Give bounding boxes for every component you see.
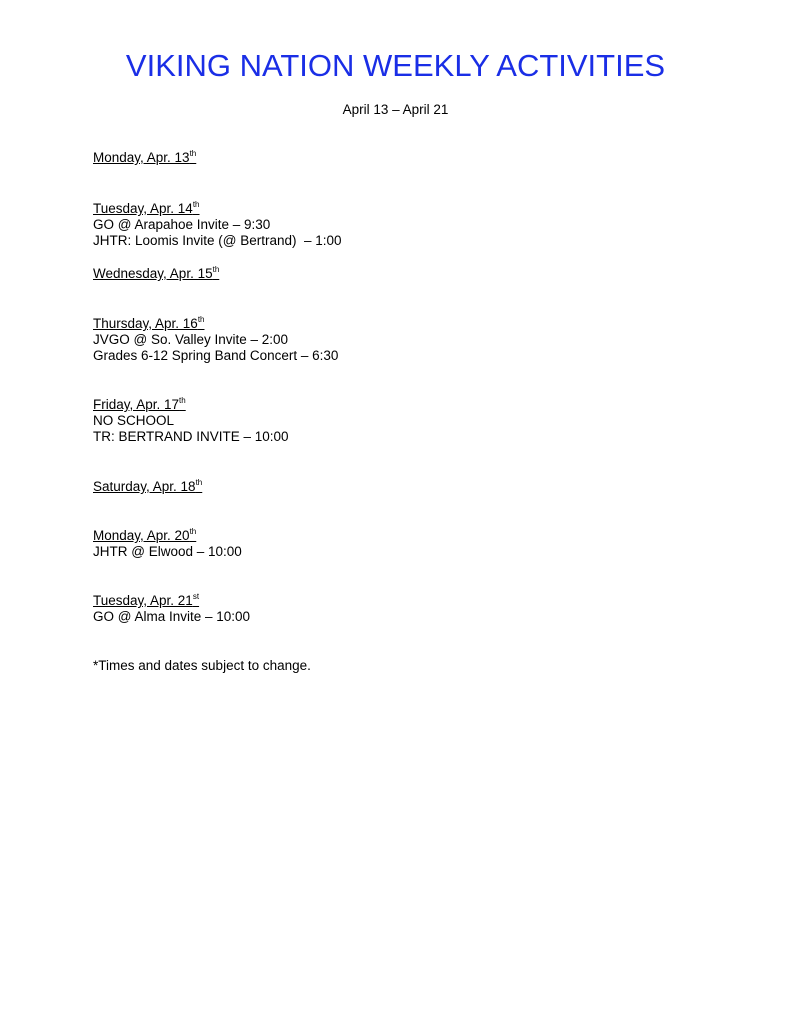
ordinal-suffix: th — [197, 315, 205, 324]
event-item: JHTR: Loomis Invite (@ Bertrand) – 1:00 — [93, 233, 342, 248]
day-block-monday-13 — [93, 150, 196, 166]
day-label: Thursday, Apr. 16 — [93, 316, 198, 331]
event-item: JHTR @ Elwood – 10:00 — [93, 544, 242, 559]
event-item: TR: BERTRAND INVITE – 10:00 — [93, 429, 289, 444]
day-heading — [93, 397, 289, 413]
ordinal-suffix: th — [192, 200, 200, 209]
day-block-monday-20 — [93, 528, 242, 560]
day-label: Friday, Apr. 17 — [93, 397, 180, 412]
day-label: Tuesday, Apr. 14 — [93, 201, 193, 216]
event-item: GO @ Arapahoe Invite – 9:30 — [93, 217, 271, 232]
day-label: Wednesday, Apr. 15 — [93, 266, 213, 281]
ordinal-suffix: th — [189, 527, 197, 536]
day-heading — [93, 316, 338, 332]
day-block-friday-17 — [93, 397, 289, 445]
day-block-tuesday-21 — [93, 593, 250, 625]
day-heading — [93, 593, 250, 609]
day-block-wednesday-15 — [93, 266, 219, 282]
ordinal-suffix: th — [179, 396, 186, 405]
day-label: Tuesday, Apr. 21 — [93, 593, 193, 608]
event-item: NO SCHOOL — [93, 413, 175, 428]
page-title: VIKING NATION WEEKLY ACTIVITIES — [125, 48, 666, 83]
day-heading — [93, 201, 342, 217]
day-heading — [93, 150, 196, 166]
day-block-thursday-16 — [93, 316, 338, 364]
event-item: GO @ Alma Invite – 10:00 — [93, 609, 251, 624]
ordinal-suffix: th — [212, 265, 220, 274]
day-heading — [93, 528, 242, 544]
day-block-tuesday-14 — [93, 201, 342, 249]
day-heading — [93, 266, 219, 282]
event-item: Grades 6-12 Spring Band Concert – 6:30 — [93, 348, 339, 363]
day-label: Monday, Apr. 20 — [93, 528, 190, 543]
day-heading — [93, 479, 202, 495]
ordinal-suffix: st — [192, 592, 200, 601]
disclaimer-note: *Times and dates subject to change. — [93, 658, 311, 673]
day-label: Saturday, Apr. 18 — [93, 479, 196, 494]
event-item: JVGO @ So. Valley Invite – 2:00 — [93, 332, 289, 347]
ordinal-suffix: th — [189, 149, 197, 158]
day-label: Monday, Apr. 13 — [93, 150, 190, 165]
ordinal-suffix: th — [195, 478, 203, 487]
day-block-saturday-18 — [93, 479, 202, 495]
date-range: April 13 – April 21 — [342, 102, 449, 117]
